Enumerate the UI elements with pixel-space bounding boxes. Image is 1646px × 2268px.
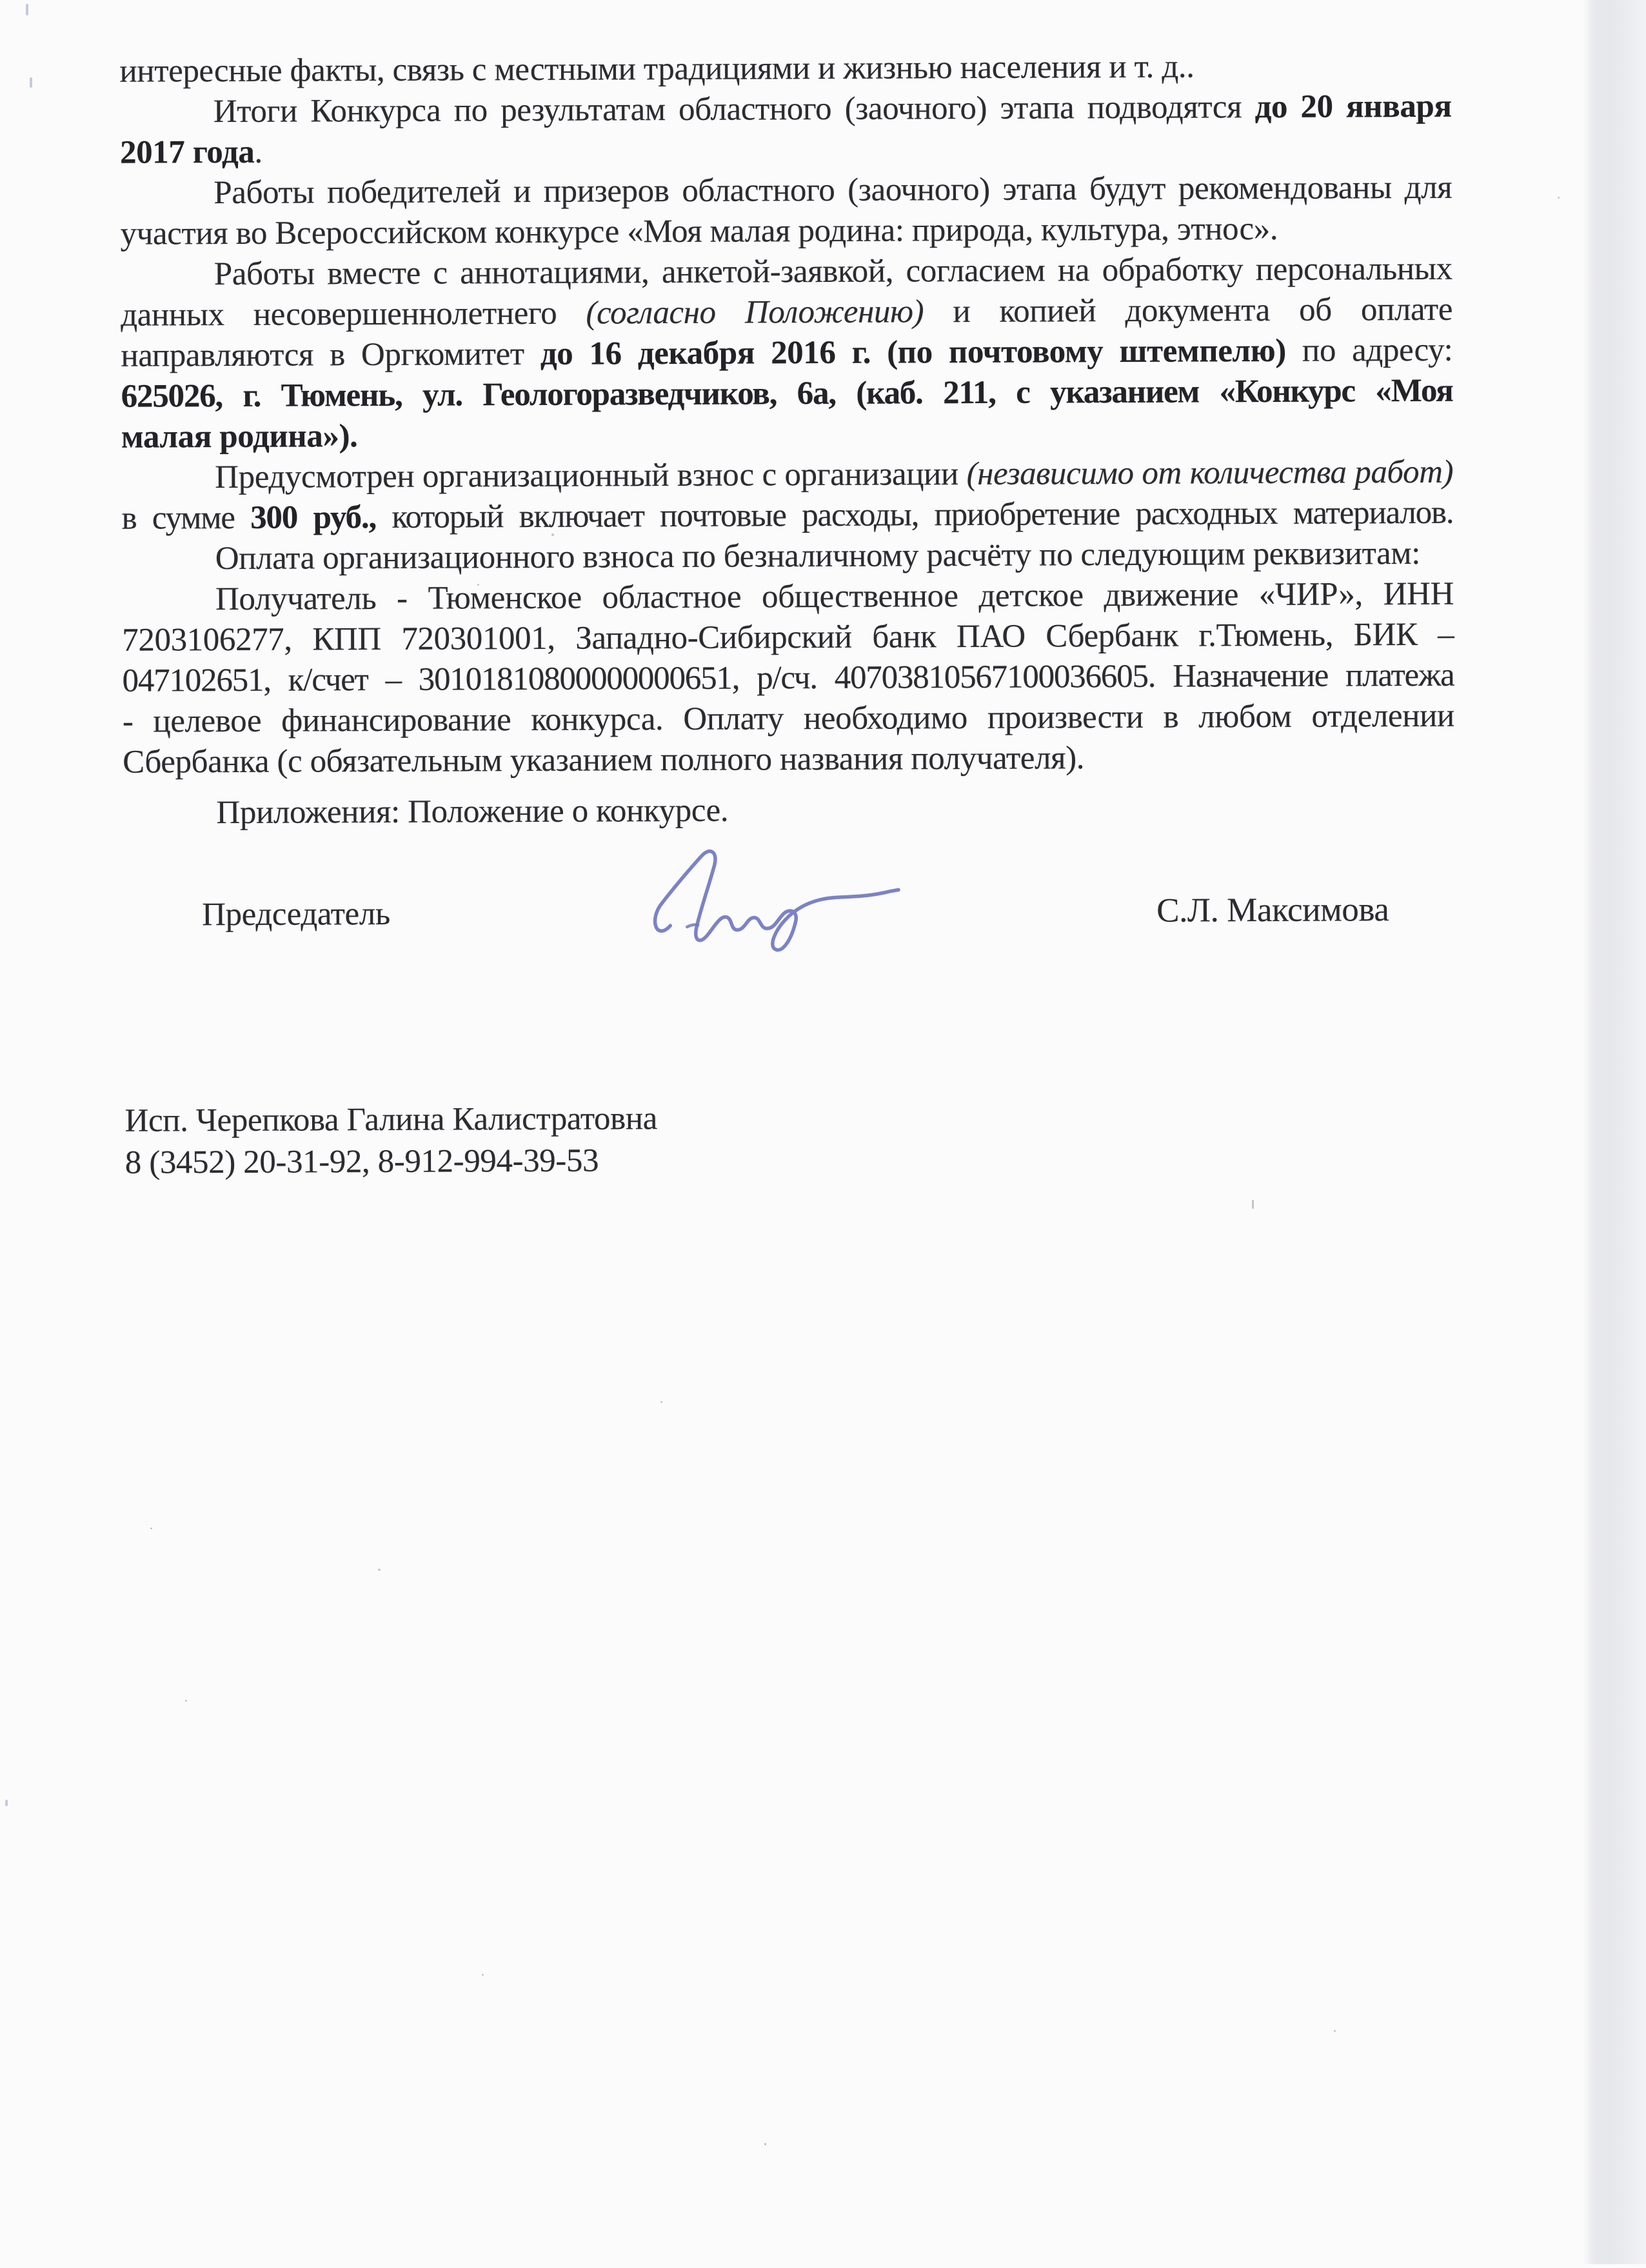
word: адресу: <box>1351 332 1453 369</box>
word: штемпелю) <box>1119 332 1286 370</box>
word: 300 <box>250 499 298 536</box>
word: взнос <box>677 457 754 493</box>
word: направляются <box>121 337 314 374</box>
word: Работы <box>213 174 315 212</box>
word: конкурса. <box>531 701 664 738</box>
word: Положению) <box>744 293 924 331</box>
scan-speck <box>5 1800 8 1806</box>
text-line <box>120 127 1452 174</box>
word: финансирование <box>281 702 511 739</box>
word: 6а, <box>797 375 836 412</box>
word: «Конкурс <box>1219 373 1356 410</box>
scan-speck <box>660 1401 662 1403</box>
word: с <box>762 457 777 493</box>
text-line <box>122 615 1454 661</box>
word: данных <box>121 297 224 333</box>
word: областного <box>678 90 832 128</box>
word: копией <box>999 293 1096 330</box>
word: (согласно <box>586 294 716 332</box>
word: областное <box>602 579 742 616</box>
scan-speck <box>551 533 554 536</box>
word: аннотациями, <box>460 254 649 292</box>
word: до <box>540 335 573 372</box>
word: этапа <box>1000 90 1075 126</box>
word: который <box>392 499 504 535</box>
text-run: Сбербанка (с обязательным указанием полного названия получателя). <box>123 740 1085 781</box>
word: Тюмень, <box>281 377 402 414</box>
word: Западно-Сибирский <box>575 619 852 657</box>
word: подводятся <box>1087 89 1242 126</box>
word: (заочного) <box>848 171 990 208</box>
word: Оргкомитет <box>361 336 524 373</box>
word: января <box>1345 88 1452 125</box>
word: этапа <box>1002 171 1077 208</box>
word: количества <box>1189 454 1347 492</box>
word: и <box>513 173 531 210</box>
word: рекомендованы <box>1178 170 1392 207</box>
word: банк <box>872 619 937 655</box>
signer-role-label: Председатель <box>202 895 390 933</box>
word: почтовые <box>659 497 786 535</box>
word: персональных <box>1255 250 1453 288</box>
word: в <box>330 337 345 373</box>
word: 16 <box>589 335 622 372</box>
word: Геологоразведчиков, <box>482 375 777 413</box>
word: Оплату <box>683 701 784 737</box>
word: результатам <box>501 92 666 129</box>
word: призеров <box>543 173 669 210</box>
word: отделении <box>1311 697 1454 735</box>
text-run: Оплата организационного взноса по безналичному расчёту по следующим реквизитам: <box>215 535 1421 577</box>
word: декабря <box>637 335 755 372</box>
scan-speck <box>1558 197 1560 199</box>
scan-speck <box>150 1527 152 1529</box>
word: 30101810800000000651, <box>418 660 740 698</box>
word: организационный <box>422 457 669 495</box>
word: почтовому <box>948 333 1104 371</box>
word: несовершеннолетнего <box>253 295 557 333</box>
word: 2016 <box>771 334 836 372</box>
scan-speck <box>378 1569 381 1571</box>
word: в <box>121 500 137 537</box>
word: до <box>1254 88 1288 126</box>
word: 211, <box>942 374 996 412</box>
word: Предусмотрен <box>215 458 415 496</box>
word: Получатель <box>215 581 377 618</box>
text-line <box>121 330 1453 377</box>
word: работ) <box>1354 453 1454 491</box>
word: приобретение <box>934 496 1120 533</box>
text-line <box>123 737 1454 783</box>
scan-speck <box>30 77 32 88</box>
executor-phone-line: 8 (3452) 20-31-92, 8-912-994-39-53 <box>124 1142 599 1181</box>
word: БИК <box>1353 616 1418 653</box>
text-run: 2017 года <box>119 134 255 171</box>
text-run: . <box>254 134 263 170</box>
word: оплате <box>1360 291 1453 328</box>
text-line <box>120 208 1452 255</box>
word: 720301001, <box>401 620 555 657</box>
word: любом <box>1198 698 1292 735</box>
word: анкетой-заявкой, <box>661 253 894 291</box>
word: сумме <box>152 499 235 537</box>
word: Тюменское <box>428 579 582 617</box>
scan-speck <box>26 4 28 15</box>
text-line <box>121 493 1453 539</box>
word: (каб. <box>856 375 923 412</box>
document-body-text <box>119 46 1454 783</box>
word: «Моя <box>1375 372 1453 410</box>
scan-speck <box>185 1700 187 1702</box>
word: «ЧИР», <box>1258 576 1363 613</box>
word: г. <box>243 377 261 414</box>
word: по <box>1302 332 1336 369</box>
word: для <box>1404 169 1453 206</box>
word: произвести <box>987 699 1144 736</box>
attachments-line: Приложения: Положение о конкурсе. <box>216 792 729 831</box>
word: Конкурса <box>310 92 441 130</box>
text-line <box>119 46 1451 92</box>
text-line <box>122 533 1454 580</box>
text-line <box>120 168 1452 214</box>
word: на <box>1057 252 1090 289</box>
word: Итоги <box>213 93 298 130</box>
word: документа <box>1125 292 1271 329</box>
word: 625026, <box>121 378 223 415</box>
word: по <box>453 92 488 129</box>
word: необходимо <box>803 700 968 737</box>
text-run: малая родина»). <box>121 418 358 455</box>
word: – <box>385 661 401 698</box>
text-run: участия во Всероссийском конкурсе «Моя малая родина: природа, культура, этнос». <box>120 210 1278 252</box>
handwritten-signature-icon <box>651 846 908 958</box>
text-line <box>121 452 1453 499</box>
word: 7203106277, <box>122 621 292 659</box>
scan-speck <box>1334 2030 1336 2032</box>
text-line <box>121 412 1453 458</box>
word: - <box>396 580 408 617</box>
word: целевое <box>153 702 262 740</box>
text-line <box>120 86 1452 133</box>
word: ул. <box>422 377 463 413</box>
text-line <box>122 574 1454 621</box>
word: - <box>122 703 134 740</box>
word: обработку <box>1102 252 1244 289</box>
word: указанием <box>1049 373 1200 411</box>
word: (независимо <box>966 455 1134 493</box>
signer-name: С.Л. Максимова <box>1156 891 1389 930</box>
word: г.Тюмень, <box>1198 617 1334 654</box>
word: КПП <box>312 621 381 658</box>
executor-name-line: Исп. Черепкова Галина Калистратовна <box>124 1100 658 1139</box>
word: Назначение <box>1173 657 1329 695</box>
word: и <box>953 293 971 330</box>
text-line <box>121 290 1453 336</box>
word: 40703810567100036605. <box>834 658 1156 696</box>
word: расходных <box>1135 495 1278 532</box>
text-line <box>121 371 1453 417</box>
word: расходы, <box>802 497 919 534</box>
word: (заочного) <box>844 90 987 127</box>
word: ПАО <box>956 618 1026 655</box>
word: от <box>1142 455 1182 492</box>
word: движение <box>1104 577 1239 614</box>
scan-speck <box>764 2143 766 2145</box>
text-run: интересные факты, связь с местными традициями и жизнью населения и т. д.. <box>119 48 1195 90</box>
scan-speck <box>482 1974 484 1976</box>
word: общественное <box>761 578 958 615</box>
word: включает <box>519 498 644 535</box>
word: руб., <box>313 499 377 536</box>
word: будут <box>1089 170 1166 208</box>
word: победителей <box>326 174 501 211</box>
word: согласием <box>906 252 1046 290</box>
word: г. <box>851 334 871 371</box>
text-line <box>121 249 1453 295</box>
word: областного <box>682 172 835 209</box>
word: 20 <box>1300 88 1333 125</box>
word: платежа <box>1345 657 1454 694</box>
word: 047102651, <box>122 662 271 699</box>
word: ИНН <box>1383 575 1454 613</box>
word: детское <box>978 577 1084 614</box>
word: с <box>433 255 448 292</box>
text-line <box>123 696 1454 742</box>
word: вместе <box>327 255 421 292</box>
word: (по <box>887 334 933 371</box>
scan-speck <box>477 584 479 586</box>
word: к/счет <box>288 662 368 699</box>
word: Сбербанк <box>1046 617 1178 655</box>
word: материалов. <box>1293 494 1454 532</box>
word: с <box>1016 374 1030 411</box>
word: об <box>1298 292 1332 328</box>
word: организации <box>784 456 958 493</box>
word: в <box>1163 699 1179 735</box>
word: р/сч. <box>757 660 817 697</box>
word: – <box>1438 616 1454 653</box>
text-line <box>122 655 1454 702</box>
word: Работы <box>213 255 315 293</box>
scan-speck <box>1252 1200 1254 1209</box>
